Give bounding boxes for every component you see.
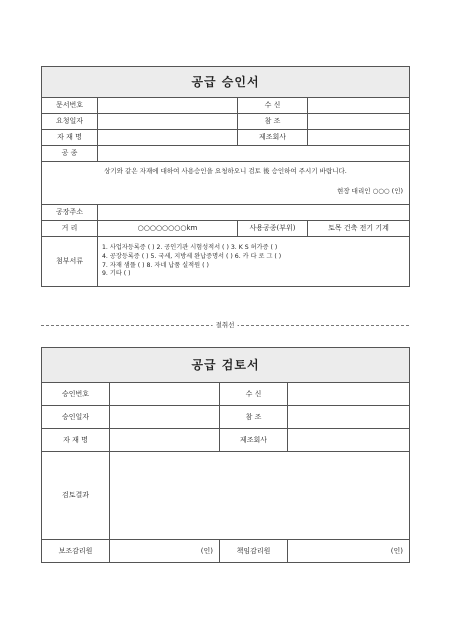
attachment-line: 1. 사업자등록증 ( ) 2. 공인기관 시험성적서 ( ) 3. K S 허가증 ( ) xyxy=(102,243,278,251)
request-statement xyxy=(42,162,410,205)
attachment-line: 7. 자재 샘플 ( ) 8. 자네 납품 실적원 ( ) xyxy=(102,261,209,269)
review-reference-label: 참 조 xyxy=(220,406,288,429)
approval-no-field[interactable] xyxy=(110,383,220,406)
material-name-label: 자 재 명 xyxy=(42,130,98,146)
manufacturer-field[interactable] xyxy=(308,130,410,146)
review-manufacturer-label: 제조회사 xyxy=(220,429,288,452)
approval-no-label: 승인번호 xyxy=(42,383,110,406)
reference-label: 참 조 xyxy=(238,114,308,130)
distance-label: 거 리 xyxy=(42,221,98,237)
review-material-field[interactable] xyxy=(110,429,220,452)
cut-line xyxy=(41,319,409,331)
process-field[interactable] xyxy=(98,146,410,162)
cut-line-label: 절취선 xyxy=(213,319,238,331)
distance-value: ○○○○○○○○km xyxy=(98,221,238,237)
doc-no-label: 문서번호 xyxy=(42,98,98,114)
factory-address-field[interactable] xyxy=(98,205,410,221)
attachments-list xyxy=(98,237,410,287)
process-label: 공 종 xyxy=(42,146,98,162)
site-agent-signature: 현장 대리인 ○○○ (인) xyxy=(337,187,404,196)
approval-date-label: 승인일자 xyxy=(42,406,110,429)
chief-seal-mark: (인) xyxy=(390,546,404,555)
usage-label: 사용공종(부위) xyxy=(238,221,308,237)
material-name-field[interactable] xyxy=(98,130,238,146)
request-message: 상기와 같은 자재에 대하여 사용승인을 요청하오니 검토 後 승인하여 주시기 바랍니다. xyxy=(104,167,347,175)
request-date-field[interactable] xyxy=(98,114,238,130)
assistant-supervisor-field[interactable] xyxy=(110,540,220,563)
recipient-field[interactable] xyxy=(308,98,410,114)
factory-address-label: 공장주소 xyxy=(42,205,98,221)
review-result-field[interactable] xyxy=(110,452,410,540)
review-form-title: 공급 검토서 xyxy=(42,348,410,383)
usage-value: 토목 건축 전기 기계 xyxy=(308,221,410,237)
manufacturer-label: 제조회사 xyxy=(238,130,308,146)
approval-form-title: 공급 승인서 xyxy=(42,67,410,98)
chief-supervisor-label: 책임감리원 xyxy=(220,540,288,563)
review-recipient-label: 수 신 xyxy=(220,383,288,406)
attachment-line: 9. 기타 ( ) xyxy=(102,270,131,278)
approval-date-field[interactable] xyxy=(110,406,220,429)
request-date-label: 요청일자 xyxy=(42,114,98,130)
attachments-label: 첨부서류 xyxy=(42,237,98,287)
review-reference-field[interactable] xyxy=(288,406,410,429)
assistant-supervisor-label: 보조감리원 xyxy=(42,540,110,563)
reference-field[interactable] xyxy=(308,114,410,130)
attachment-line: 4. 공장등록증 ( ) 5. 국세, 지방세 완납증명서 ( ) 6. 카 다 로 그 ( ) xyxy=(102,252,282,260)
review-recipient-field[interactable] xyxy=(288,383,410,406)
review-manufacturer-field[interactable] xyxy=(288,429,410,452)
review-material-label: 자 재 명 xyxy=(42,429,110,452)
supply-approval-form xyxy=(41,66,410,287)
assistant-seal-mark: (인) xyxy=(200,546,213,555)
recipient-label: 수 신 xyxy=(238,98,308,114)
review-result-label: 검토결과 xyxy=(42,452,110,540)
chief-supervisor-field[interactable] xyxy=(288,540,410,563)
supply-review-form xyxy=(41,347,410,563)
doc-no-field[interactable] xyxy=(98,98,238,114)
